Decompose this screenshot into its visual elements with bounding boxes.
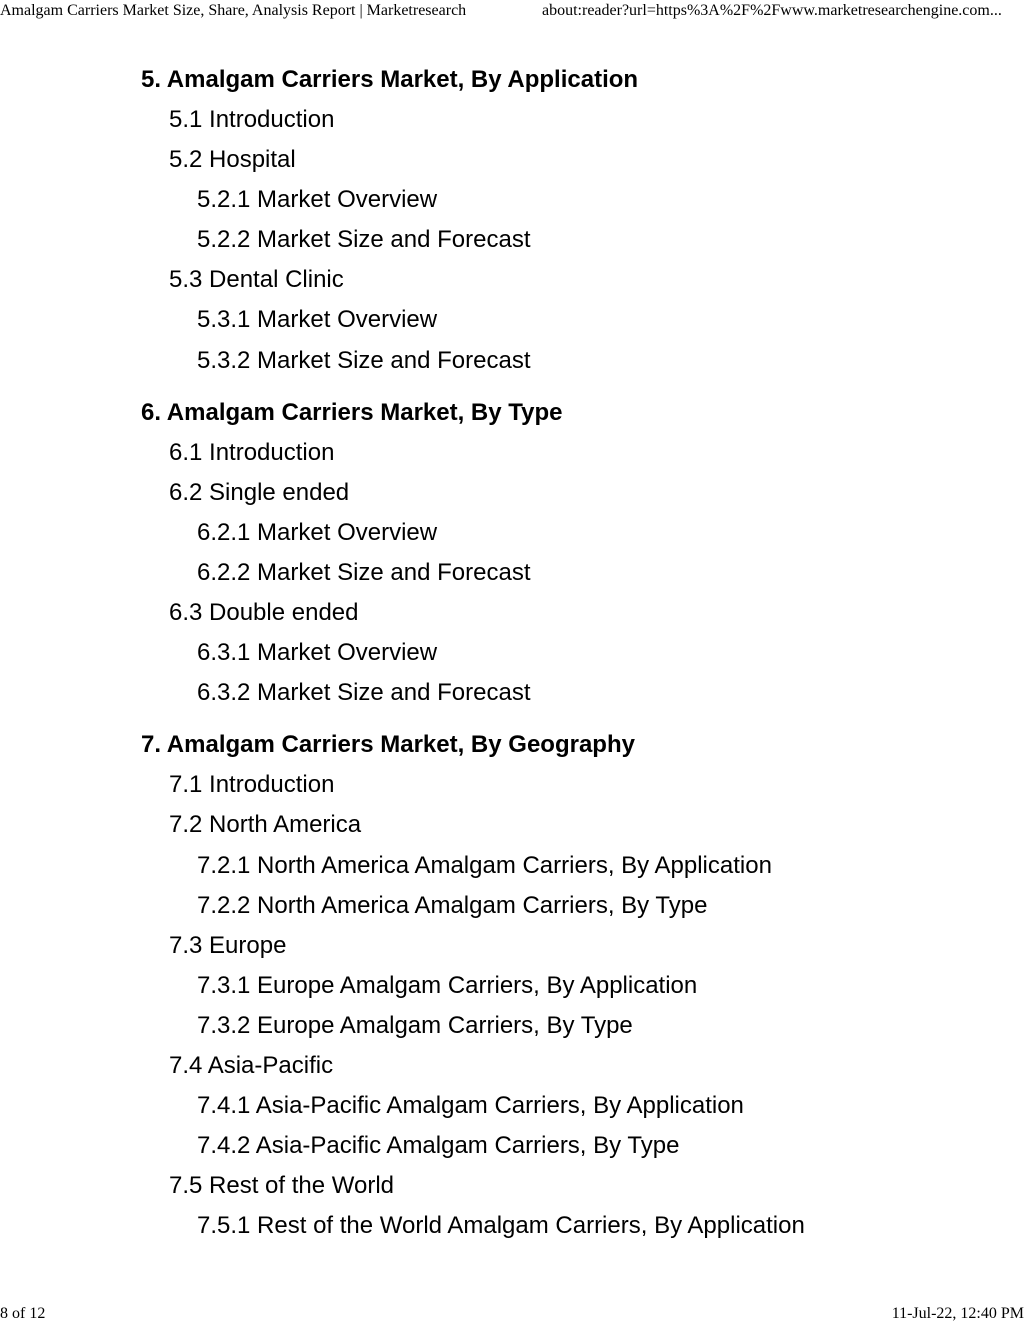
toc-item: 7.2.1 North America Amalgam Carriers, By Application bbox=[197, 851, 772, 879]
toc-item: 5.3.2 Market Size and Forecast bbox=[197, 346, 531, 374]
print-datetime: 11-Jul-22, 12:40 PM bbox=[891, 1305, 1024, 1322]
toc-section-7 bbox=[141, 725, 805, 1246]
toc-item: 7.4 Asia-Pacific bbox=[169, 1051, 334, 1079]
table-of-contents bbox=[141, 60, 805, 1258]
toc-item: 6.1 Introduction bbox=[169, 438, 335, 466]
section-heading: 7. Amalgam Carriers Market, By Geography bbox=[141, 731, 635, 759]
toc-item: 5.3 Dental Clinic bbox=[169, 266, 344, 294]
toc-item: 5.2 Hospital bbox=[169, 146, 296, 174]
toc-item: 5.2.2 Market Size and Forecast bbox=[197, 226, 531, 254]
toc-item: 7.2.2 North America Amalgam Carriers, By Type bbox=[197, 891, 708, 919]
section-heading: 5. Amalgam Carriers Market, By Application bbox=[141, 66, 639, 93]
toc-item: 7.4.2 Asia-Pacific Amalgam Carriers, By Type bbox=[197, 1132, 680, 1160]
toc-item: 5.3.1 Market Overview bbox=[197, 306, 438, 334]
toc-item: 7.3.1 Europe Amalgam Carriers, By Application bbox=[197, 971, 698, 999]
toc-item: 7.2 North America bbox=[169, 811, 362, 839]
page-title: Amalgam Carriers Market Size, Share, Analysis Report | Marketresearch bbox=[0, 2, 467, 19]
toc-item: 7.3 Europe bbox=[169, 931, 287, 959]
page-url: about:reader?url=https%3A%2F%2Fwww.marketresearchengine.com... bbox=[542, 2, 1002, 19]
toc-item: 7.5.1 Rest of the World Amalgam Carriers, By Application bbox=[197, 1212, 805, 1240]
toc-section-5 bbox=[141, 60, 805, 381]
toc-item: 7.5 Rest of the World bbox=[169, 1172, 394, 1200]
page-count: 8 of 12 bbox=[0, 1305, 46, 1322]
toc-item: 6.2.2 Market Size and Forecast bbox=[197, 558, 531, 586]
toc-section-6 bbox=[141, 393, 805, 714]
toc-item: 6.3.1 Market Overview bbox=[197, 639, 438, 667]
toc-item: 5.2.1 Market Overview bbox=[197, 186, 438, 214]
toc-item: 7.3.2 Europe Amalgam Carriers, By Type bbox=[197, 1011, 633, 1039]
toc-item: 5.1 Introduction bbox=[169, 106, 335, 133]
toc-item: 6.2.1 Market Overview bbox=[197, 518, 438, 546]
toc-item: 6.3.2 Market Size and Forecast bbox=[197, 679, 531, 707]
print-footer bbox=[0, 1303, 1024, 1325]
toc-item: 7.1 Introduction bbox=[169, 771, 335, 799]
print-header bbox=[0, 0, 1024, 24]
toc-item: 6.2 Single ended bbox=[169, 478, 350, 506]
section-heading: 6. Amalgam Carriers Market, By Type bbox=[141, 398, 563, 426]
toc-item: 6.3 Double ended bbox=[169, 599, 359, 627]
toc-item: 7.4.1 Asia-Pacific Amalgam Carriers, By Application bbox=[197, 1092, 744, 1120]
